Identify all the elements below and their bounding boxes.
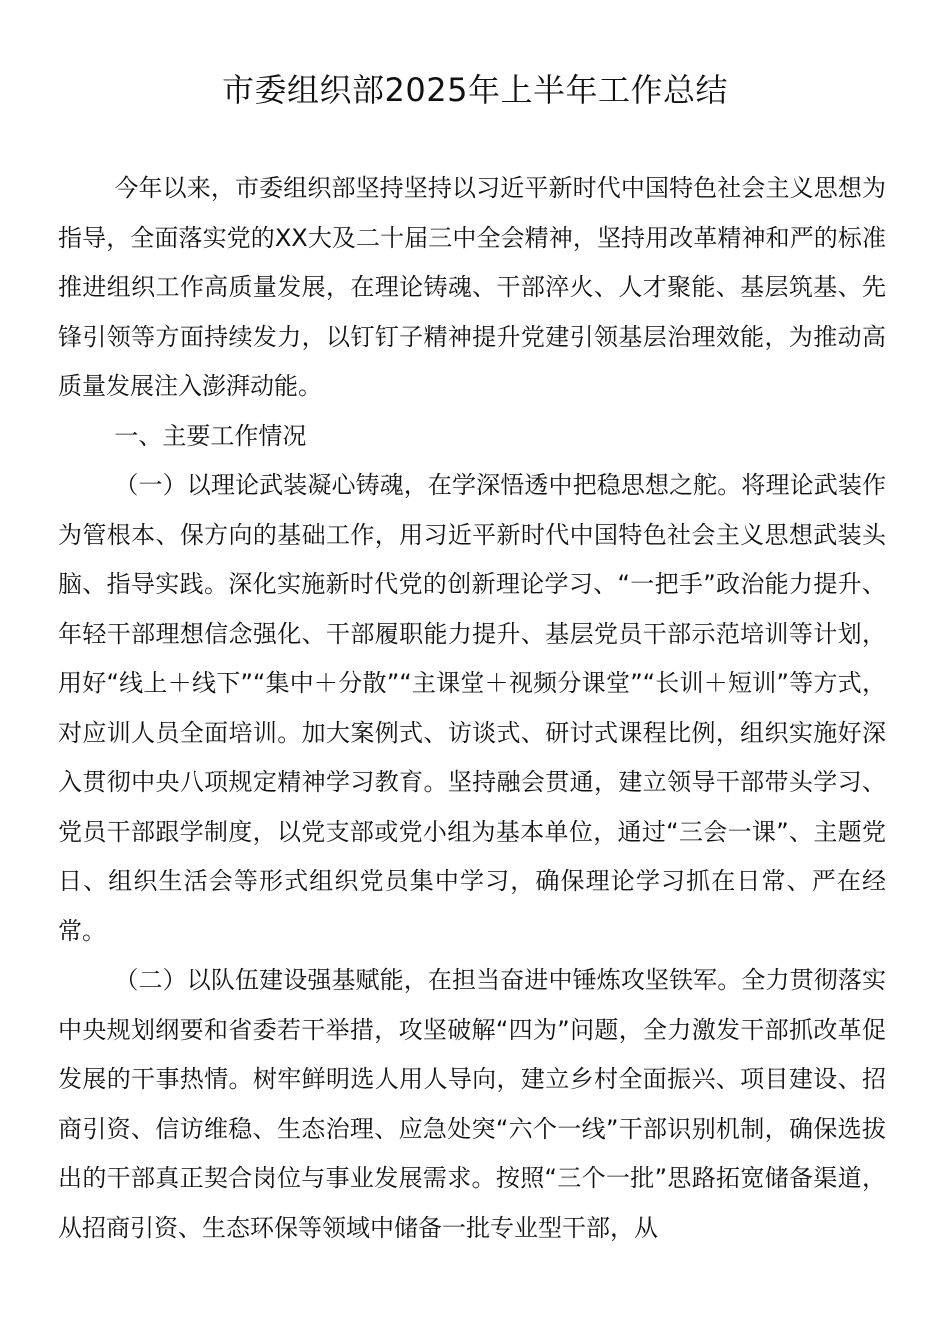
- section-heading: 一、主要工作情况: [114, 421, 307, 450]
- paragraph-team: （二）以队伍建设强基赋能，在担当奋进中锤炼攻坚铁军。全力贯彻落实中央规划纲要和省委若干举措，攻坚破解“四为”问题，全力激发干部抓改革促发展的干事热情。树牢鲜明选人用人导向，建立乡村全面振兴、项目建设、招商引资、信访维稳、生态治理、应急处突“六个一线”干部识别机制，确保选拔出的干部真正契合岗位与事业发展需求。按照“三个一批”思路拓宽储备渠道，从招商引资、生态环保等领域中储备一批专业型干部，从: [58, 966, 886, 1242]
- paragraph-theory: （一）以理论武装凝心铸魂，在学深悟透中把稳思想之舵。将理论武装作为管根本、保方向的基础工作，用习近平新时代中国特色社会主义思想武装头脑、指导实践。深化实施新时代党的创新理论学习、“一把手”政治能力提升、年轻干部理想信念强化、干部履职能力提升、基层党员干部示范培训等计划，用好“线上＋线下”“集中＋分散”“主课堂＋视频分课堂”“长训＋短训”等方式，对应训人员全面培训。加大案例式、访谈式、研讨式课程比例，组织实施好深入贯彻中央八项规定精神学习教育。坚持融会贯通，建立领导干部带头学习、党员干部跟学制度，以党支部或党小组为基本单位，通过“三会一课”、主题党日、组织生活会等形式组织党员集中学习，确保理论学习抓在日常、严在经常。: [58, 471, 886, 945]
- intro-paragraph: 今年以来，市委组织部坚持坚持以习近平新时代中国特色社会主义思想为指导，全面落实党的XX大及二十届三中全会精神，坚持用改革精神和严的标准推进组织工作高质量发展，在理论铸魂、干部淬火、人才聚能、基层筑基、先锋引领等方面持续发力，以钉钉子精神提升党建引领基层治理效能，为推动高质量发展注入澎湃动能。: [58, 174, 886, 400]
- document-body: [58, 164, 886, 1253]
- document-title: 市委组织部2025年上半年工作总结: [222, 71, 728, 109]
